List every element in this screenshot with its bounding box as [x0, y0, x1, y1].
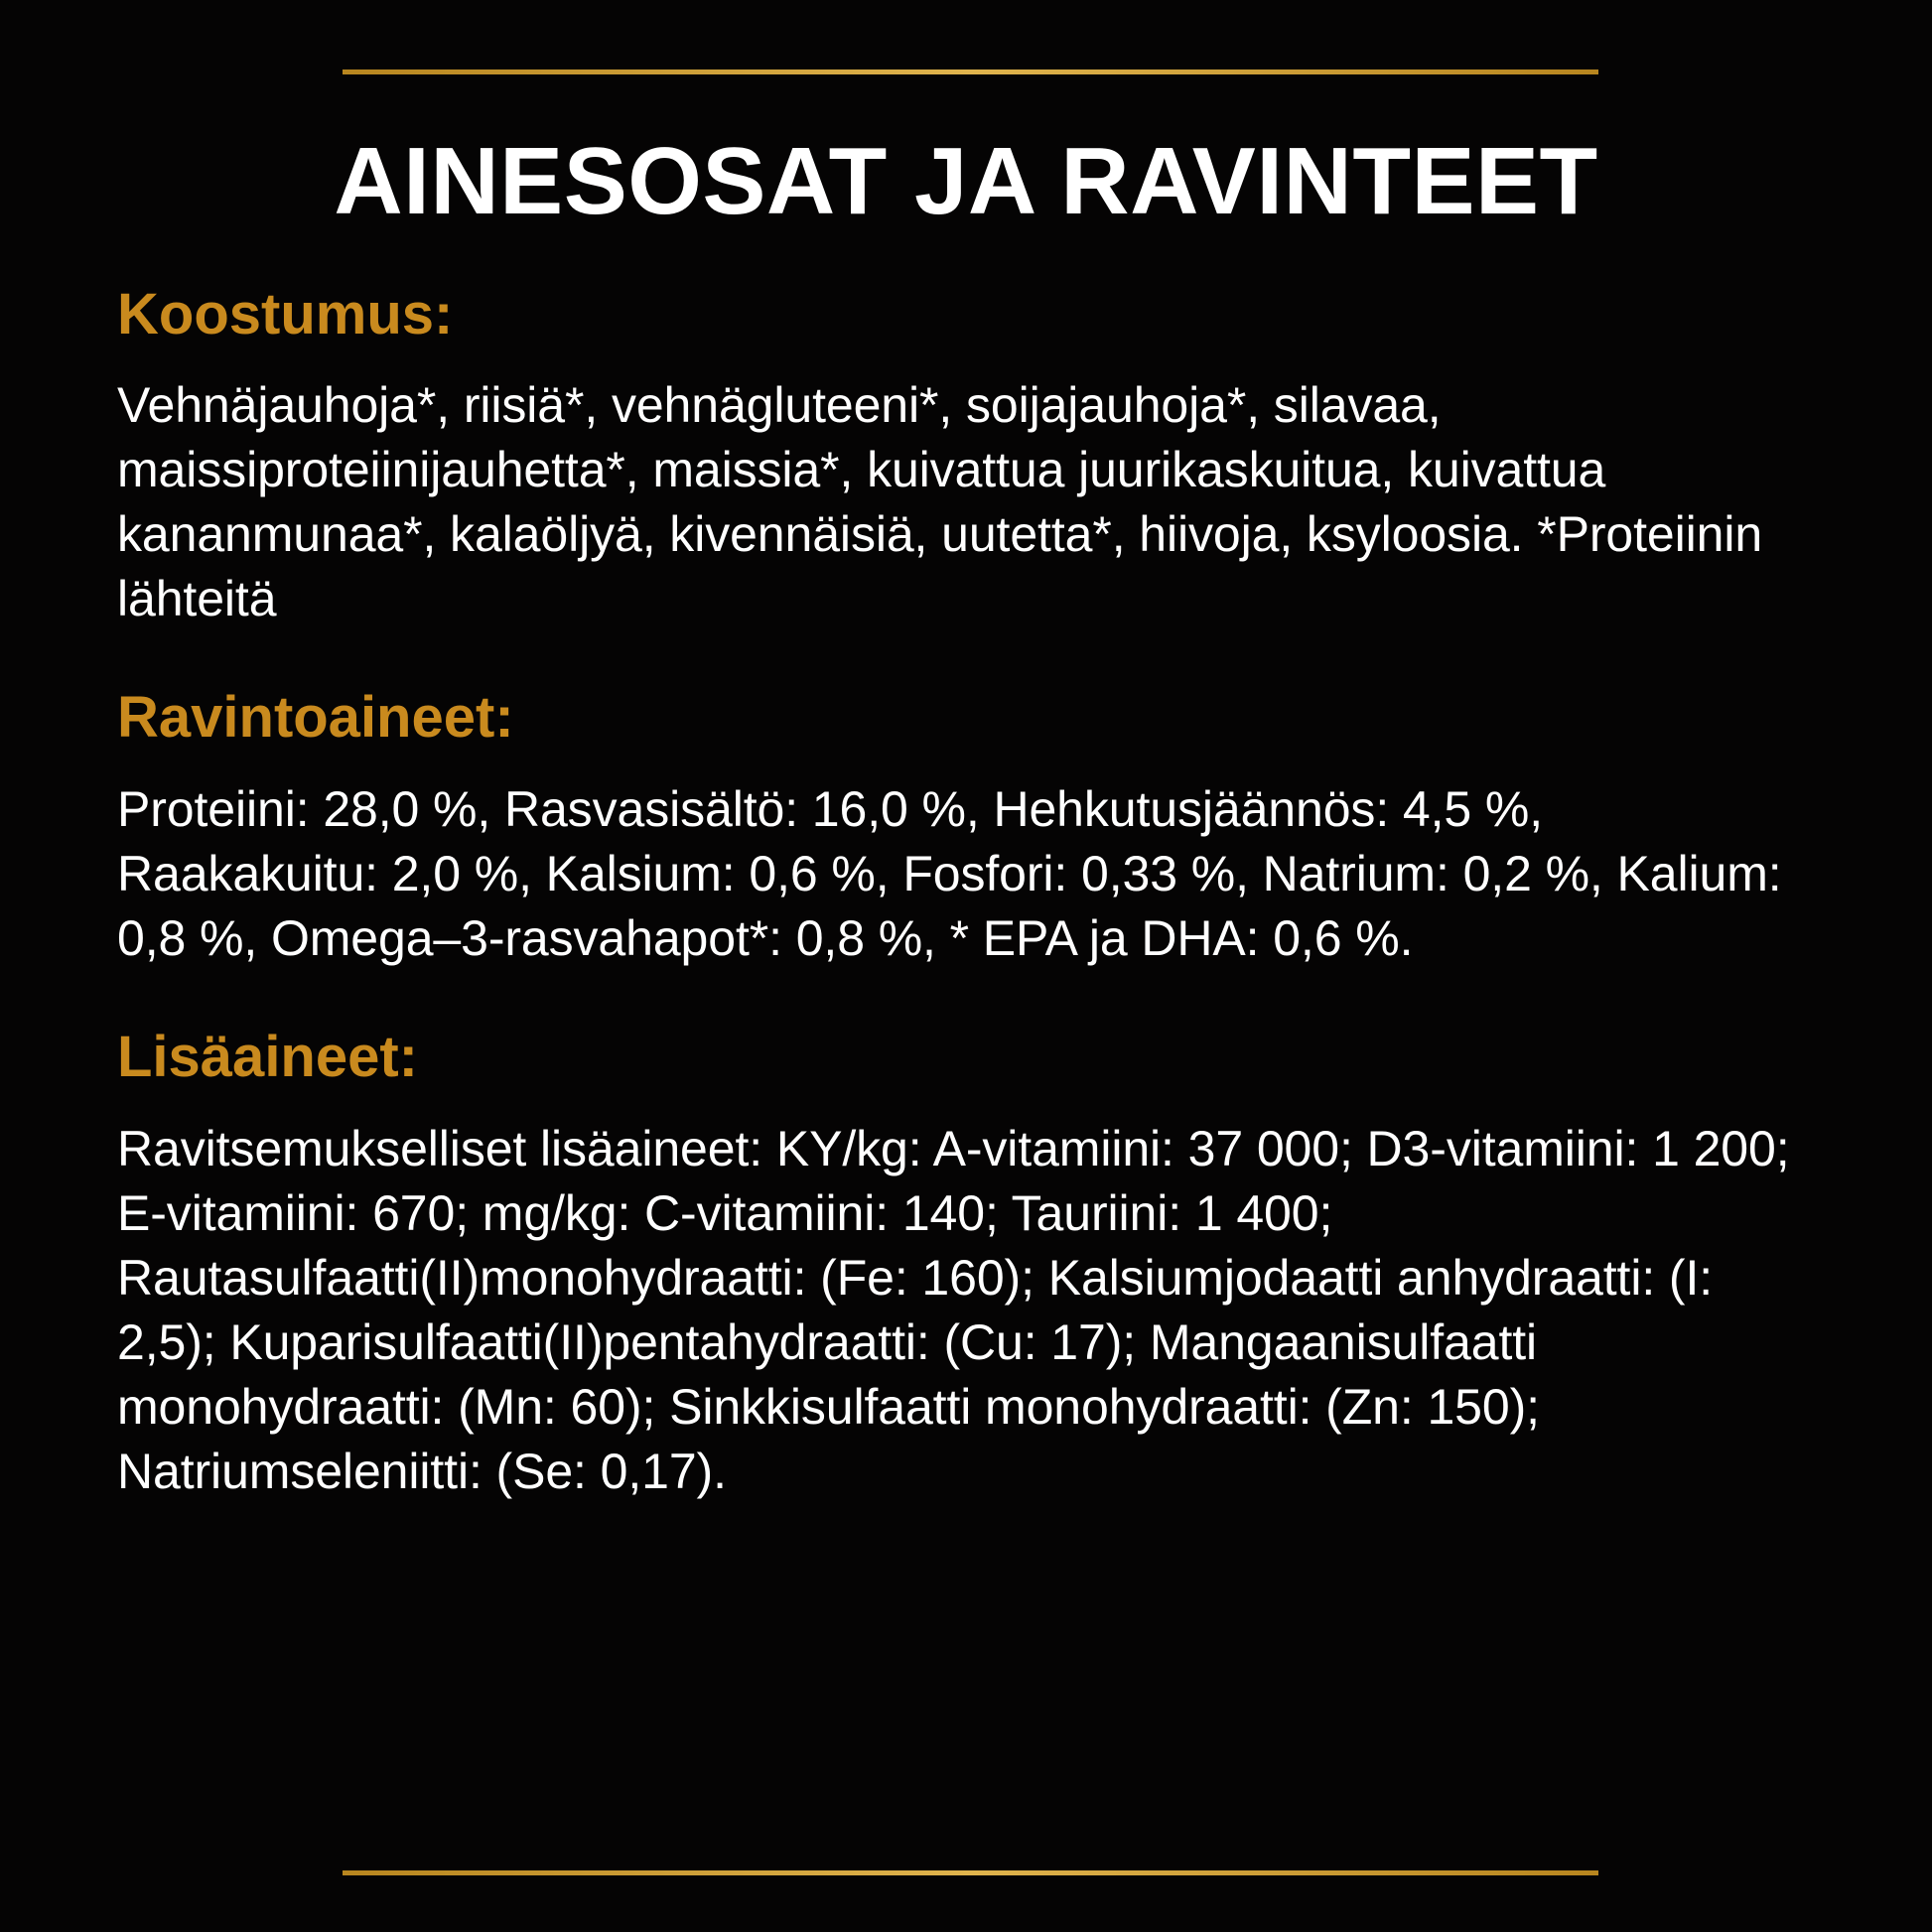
section-heading-composition: Koostumus:	[117, 281, 454, 346]
section-heading-nutrients: Ravintoaineet:	[117, 685, 514, 751]
bottom-divider	[343, 1870, 1598, 1875]
section-body-additives: Ravitsemukselliset lisäaineet: KY/kg: A-vitamiini: 37 000; D3-vitamiini: 1 200; E-vitamiini: 670; mg/kg: C-vitamiini: 140; Tauriini: 1 400; Rautasulfaatti(II)monohydraatti: (Fe: 160); Kalsiumjodaatti anhydraatti: (I: 2,5); Kuparisulfaatti(II)pentahydraatti: (Cu: 17); Mangaanisulfaatti monohydraatti: (Mn: 60); Sinkkisulfaatti monohydraatti: (Zn: 150); Natriumseleniitti: (Se: 0,17).	[117, 1120, 1790, 1499]
section-additives	[117, 1025, 1815, 1504]
page-title: AINESOSAT JA RAVINTEET	[334, 128, 1598, 234]
section-nutrients	[117, 685, 1815, 971]
panel-content	[0, 129, 1932, 1504]
top-divider	[343, 69, 1598, 74]
section-composition	[117, 282, 1815, 632]
section-body-composition: Vehnäjauhoja*, riisiä*, vehnägluteeni*, soijajauhoja*, silavaa, maissiproteiinijauhetta*, maissia*, kuivattua juurikaskuitua, kuivattua kananmunaa*, kalaöljyä, kivennäisiä, uutetta*, hiivoja, ksyloosia. *Proteiinin lähteitä	[117, 377, 1763, 627]
section-heading-additives: Lisäaineet:	[117, 1024, 418, 1089]
section-body-nutrients: Proteiini: 28,0 %, Rasvasisältö: 16,0 %, Hehkutusjäännös: 4,5 %, Raakakuitu: 2,0 %, Kalsium: 0,6 %, Fosfori: 0,33 %, Natrium: 0,2 %, Kalium: 0,8 %, Omega–3-rasvahapot*: 0,8 %, * EPA ja DHA: 0,6 %.	[117, 780, 1782, 966]
